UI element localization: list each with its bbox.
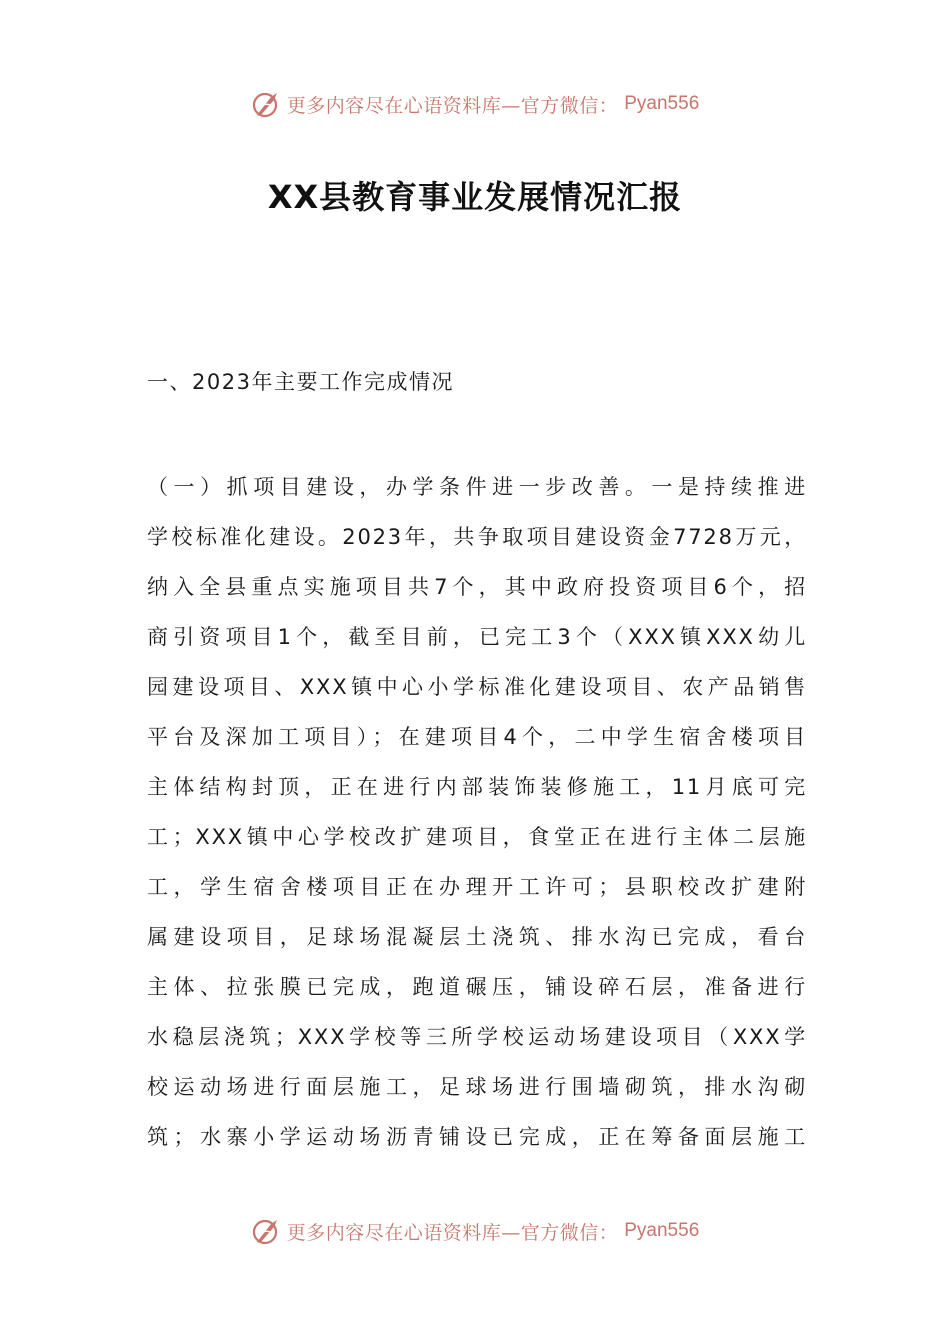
section-heading: 一、2023年主要工作完成情况 xyxy=(147,370,454,394)
paragraph-line: 园建设项目、XXX镇中心小学标准化建设项目、农产品销售 xyxy=(147,675,807,699)
paragraph-line: 校运动场进行面层施工，足球场进行围墙砌筑，排水沟砌 xyxy=(147,1075,807,1099)
paragraph-line: 工；XXX镇中心学校改扩建项目，食堂正在进行主体二层施 xyxy=(147,825,807,849)
paragraph-line: 主体结构封顶，正在进行内部装饰装修施工，11月底可完 xyxy=(147,775,807,799)
paragraph-line: 工，学生宿舍楼项目正在办理开工许可；县职校改扩建附 xyxy=(147,875,807,899)
paragraph-line: 筑；水寨小学运动场沥青铺设已完成，正在筹备面层施工 xyxy=(147,1125,807,1149)
quill-pen-logo-icon xyxy=(251,89,281,119)
paragraph-line: 平台及深加工项目）；在建项目4个，二中学生宿舍楼项目 xyxy=(147,725,807,749)
watermark-text: 更多内容尽在心语资料库—官方微信： xyxy=(286,94,619,117)
document-title: XX县教育事业发展情况汇报 xyxy=(267,178,683,216)
paragraph-line: 主体、拉张膜已完成，跑道碾压，铺设碎石层，准备进行 xyxy=(147,975,807,999)
body-paragraph xyxy=(147,462,807,1162)
paragraph-line: （一）抓项目建设，办学条件进一步改善。一是持续推进 xyxy=(147,475,807,499)
paragraph-line: 属建设项目，足球场混凝层土浇筑、排水沟已完成，看台 xyxy=(147,925,807,949)
watermark-wechat-id: Pyan556 xyxy=(624,93,700,114)
paragraph-line: 纳入全县重点实施项目共7个，其中政府投资项目6个，招 xyxy=(147,575,807,599)
watermark-text: 更多内容尽在心语资料库—官方微信： xyxy=(286,1221,619,1244)
quill-pen-logo-icon xyxy=(251,1216,281,1246)
watermark-wechat-id: Pyan556 xyxy=(624,1220,700,1241)
header-watermark xyxy=(0,84,950,124)
paragraph-line: 水稳层浇筑；XXX学校等三所学校运动场建设项目（XXX学 xyxy=(147,1025,807,1049)
paragraph-line: 学校标准化建设。2023年，共争取项目建设资金7728万元， xyxy=(147,525,807,549)
paragraph-line: 商引资项目1个，截至目前，已完工3个（XXX镇XXX幼儿 xyxy=(147,625,807,649)
footer-watermark xyxy=(0,1211,950,1251)
